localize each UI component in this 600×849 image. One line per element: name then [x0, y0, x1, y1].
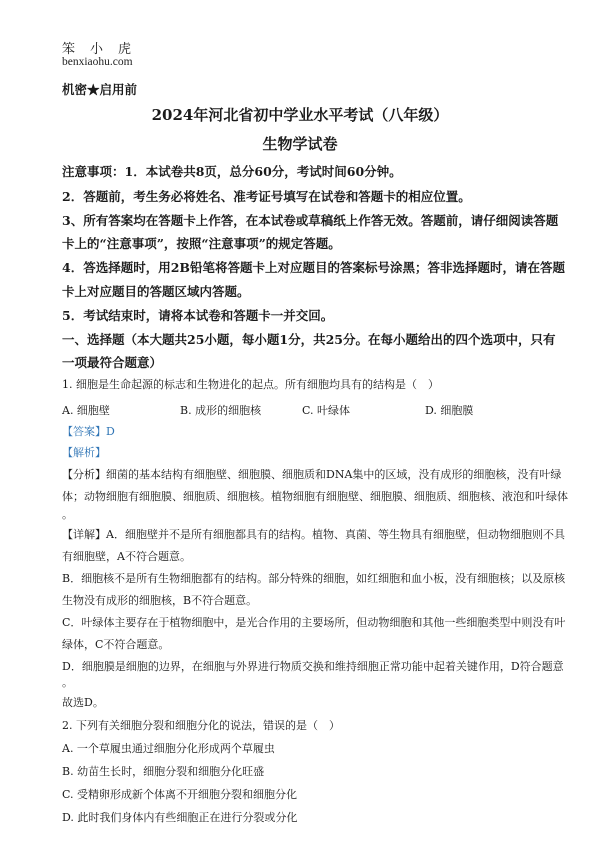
q2-option-d: D. 此时我们身体内有些细胞正在进行分裂或分化 — [62, 811, 298, 824]
section-heading: 一、选择题（本大题共25小题，每小题1分，共25分。在每小题给出的四个选项中，只有 — [62, 332, 556, 347]
q1-analysis-line: 【分析】细菌的基本结构有细胞壁、细胞膜、细胞质和DNA集中的区域，没有成形的细胞核，没有叶绿 — [62, 468, 562, 481]
notice-line: 4．答选择题时，用2B铅笔将答题卡上对应题目的答案标号涂黑；答非选择题时，请在答题 — [62, 260, 565, 275]
notice-line: 卡上的“注意事项”，按照“注意事项”的规定答题。 — [62, 236, 341, 251]
notice-line: 注意事项：1．本试卷共8页，总分60分，考试时间60分钟。 — [62, 164, 402, 179]
q1-detail-line: D．细胞膜是细胞的边界，在细胞与外界进行物质交换和维持细胞正常功能中起着关键作用，D符合题意 — [62, 660, 564, 673]
q1-detail-line: 有细胞壁，A不符合题意。 — [62, 550, 191, 563]
exam-title: 2024年河北省初中学业水平考试（八年级） — [151, 106, 449, 124]
q1-analysis-line: 。 — [62, 508, 73, 521]
q1-detail-line: C．叶绿体主要存在于植物细胞中，是光合作用的主要场所，但动物细胞和其他一些细胞类型中则没有叶 — [62, 616, 566, 629]
notice-line: 卡上对应题目的答题区域内答题。 — [62, 284, 250, 299]
question-1-stem: 1. 细胞是生命起源的标志和生物进化的起点。所有细胞均具有的结构是（ ） — [62, 378, 439, 391]
q1-analysis-tag: 【解析】 — [62, 446, 106, 459]
q1-detail-line: B．细胞核不是所有生物细胞都有的结构。部分特殊的细胞，如红细胞和血小板，没有细胞核；以及原核 — [62, 572, 566, 585]
notice-line: 2．答题前，考生务必将姓名、准考证号填写在试卷和答题卡的相应位置。 — [62, 189, 471, 204]
exam-subject: 生物学试卷 — [262, 135, 338, 153]
brand-name: 笨小虎 — [62, 42, 147, 57]
q1-detail-line: 【详解】A．细胞壁并不是所有细胞都具有的结构。植物、真菌、等生物具有细胞壁，但动物细胞则不具 — [62, 528, 565, 541]
q1-conclusion: 故选D。 — [62, 696, 104, 709]
notice-line: 5．考试结束时，请将本试卷和答题卡一并交回。 — [62, 308, 334, 323]
q1-option-a: A. 细胞壁 — [62, 404, 110, 417]
q1-detail-line: 生物没有成形的细胞核，B不符合题意。 — [62, 594, 258, 607]
q2-option-c: C. 受精卵形成新个体离不开细胞分裂和细胞分化 — [62, 788, 298, 801]
q2-option-a: A. 一个草履虫通过细胞分化形成两个草履虫 — [62, 742, 275, 755]
q1-answer: 【答案】D — [62, 425, 115, 438]
brand-url: benxiaohu.com — [62, 56, 133, 68]
q2-option-b: B. 幼苗生长时，细胞分裂和细胞分化旺盛 — [62, 765, 265, 778]
q1-option-d: D. 细胞膜 — [425, 404, 474, 417]
confidential-label: 机密★启用前 — [62, 82, 138, 97]
q1-analysis-line: 体；动物细胞有细胞膜、细胞质、细胞核。植物细胞有细胞壁、细胞膜、细胞质、细胞核、液泡和叶绿体 — [62, 490, 568, 503]
question-2-stem: 2. 下列有关细胞分裂和细胞分化的说法，错误的是（ ） — [62, 719, 340, 732]
q1-option-b: B. 成形的细胞核 — [180, 404, 262, 417]
q1-detail-line: 绿体，C不符合题意。 — [62, 638, 170, 651]
section-heading: 一项最符合题意） — [62, 355, 163, 370]
q1-detail-line: 。 — [62, 676, 73, 689]
q1-option-c: C. 叶绿体 — [302, 404, 351, 417]
notice-line: 3、所有答案均在答题卡上作答，在本试卷或草稿纸上作答无效。答题前，请仔细阅读答题 — [62, 213, 559, 228]
